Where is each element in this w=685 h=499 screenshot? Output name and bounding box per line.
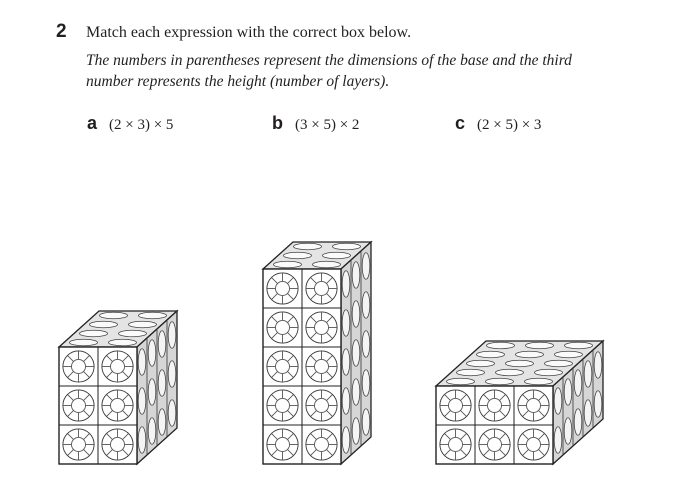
question-note: The numbers in parentheses represent the dimensions of the base and the third number represents the height (number of layers). (86, 52, 572, 90)
cube-box-2 (263, 242, 371, 464)
option-c-expression: (2 × 5) × 3 (477, 117, 542, 133)
cube-box-3 (436, 341, 603, 464)
option-c-letter: c (455, 113, 466, 133)
question-instruction: Match each expression with the correct box below. (86, 24, 412, 41)
option-b-letter: b (272, 113, 283, 133)
cube-box-1 (59, 311, 177, 464)
question-number: 2 (56, 21, 67, 42)
option-a-expression: (2 × 3) × 5 (109, 117, 174, 133)
option-b-expression: (3 × 5) × 2 (295, 117, 360, 133)
option-a-letter: a (87, 113, 98, 133)
